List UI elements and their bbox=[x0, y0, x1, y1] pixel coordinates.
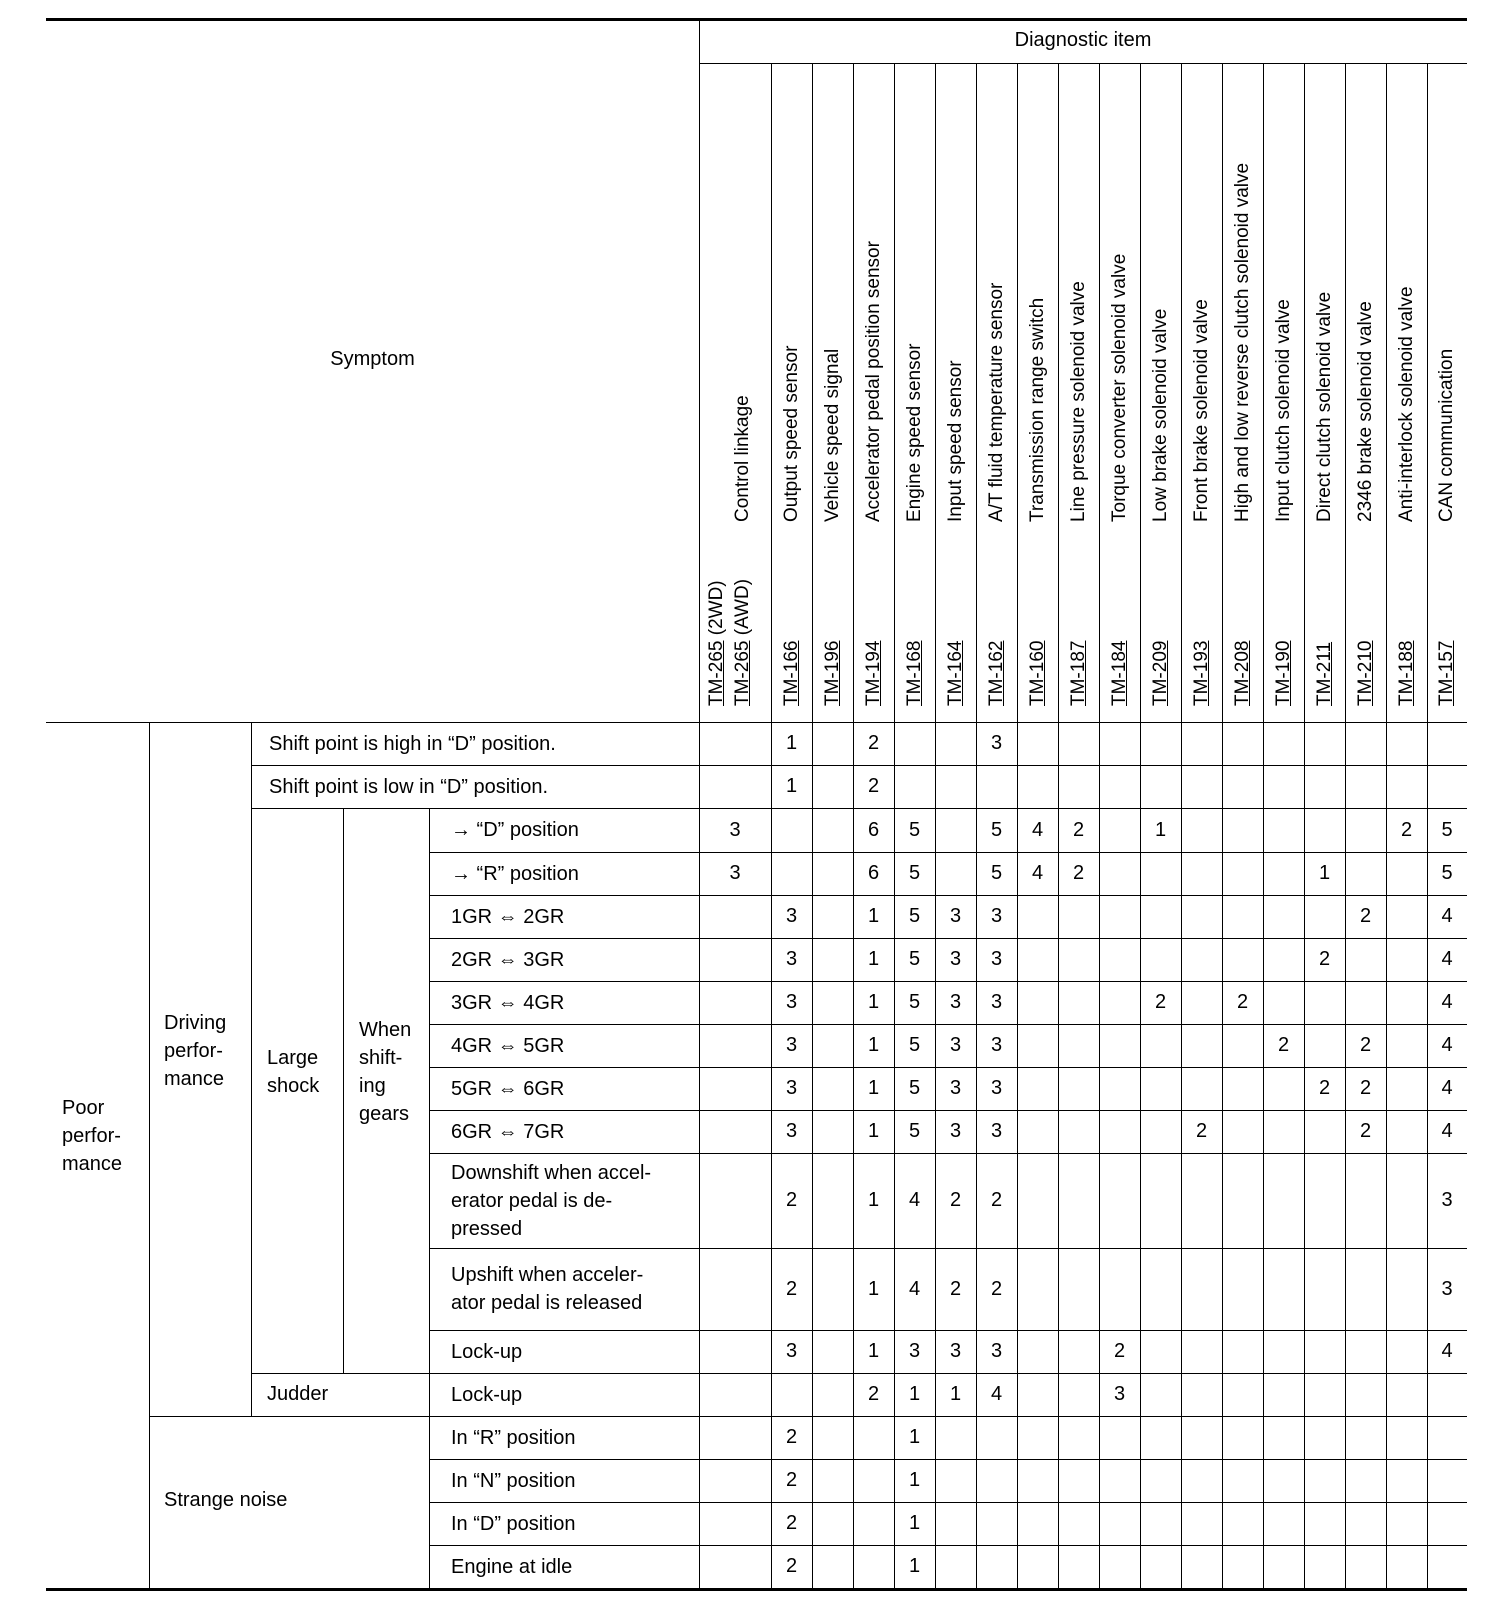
symptom-column-divider bbox=[699, 20, 700, 1588]
priority-value: 3 bbox=[949, 905, 962, 927]
priority-value: 4 bbox=[1441, 905, 1453, 927]
column-header-label: Input speed sensor bbox=[944, 360, 966, 522]
column-divider bbox=[1345, 63, 1346, 1588]
reference-code[interactable]: TM-208 bbox=[1231, 640, 1253, 706]
symptom-row-label: → “D” position bbox=[451, 819, 579, 841]
priority-value: 2 bbox=[867, 1383, 880, 1405]
group-divider bbox=[429, 808, 430, 1588]
priority-value: 1 bbox=[867, 1277, 880, 1300]
column-header-label: Anti-interlock solenoid valve bbox=[1395, 286, 1417, 522]
priority-value: 2 bbox=[949, 1277, 962, 1300]
priority-value: 3 bbox=[990, 1120, 1003, 1142]
priority-value: 3 bbox=[990, 732, 1003, 754]
symptom-header: Symptom bbox=[330, 348, 415, 370]
column-divider bbox=[1304, 63, 1305, 1588]
column-header-label: A/T fluid temperature sensor bbox=[985, 282, 1007, 522]
poor-performance-label: Poor perfor- mance bbox=[62, 1097, 123, 1175]
reference-suffix: (2WD) bbox=[706, 580, 727, 641]
priority-value: 3 bbox=[990, 948, 1003, 970]
reference-code[interactable]: TM-210 bbox=[1354, 640, 1376, 706]
reference-code[interactable]: TM-162 bbox=[985, 640, 1007, 706]
column-header-reference-link[interactable] bbox=[1192, 641, 1212, 706]
symptom-row-label: In “R” position bbox=[451, 1426, 576, 1449]
column-header-label: Low brake solenoid valve bbox=[1149, 308, 1171, 522]
priority-value: 3 bbox=[908, 1340, 921, 1362]
symptom-row-label: 4GR ⇔ 5GR bbox=[451, 1034, 565, 1057]
column-header-reference-link[interactable] bbox=[905, 641, 925, 706]
symptom-row-label: Engine at idle bbox=[451, 1555, 573, 1578]
priority-value: 2 bbox=[1318, 948, 1331, 970]
priority-value: 2 bbox=[867, 775, 880, 797]
priority-value: 1 bbox=[1154, 818, 1167, 841]
reference-code[interactable]: TM-265 bbox=[706, 640, 727, 706]
priority-value: 4 bbox=[1031, 862, 1044, 884]
symptom-row-label: 2GR ⇔ 3GR bbox=[451, 948, 565, 971]
column-header-label: Vehicle speed signal bbox=[821, 348, 843, 522]
column-header-label: Line pressure solenoid valve bbox=[1067, 281, 1089, 522]
column-header-reference-link[interactable] bbox=[1028, 641, 1048, 706]
priority-value: 4 bbox=[1441, 948, 1453, 970]
column-header-reference-link[interactable] bbox=[1274, 641, 1294, 706]
priority-value: 2 bbox=[785, 1555, 798, 1577]
table-top-border bbox=[46, 18, 1467, 21]
priority-value: 1 bbox=[785, 775, 798, 797]
priority-value: 2 bbox=[1318, 1077, 1331, 1099]
priority-value: 5 bbox=[908, 818, 921, 841]
priority-value: 2 bbox=[990, 1189, 1003, 1211]
priority-value: 2 bbox=[1154, 991, 1167, 1013]
reference-code[interactable]: TM-164 bbox=[944, 640, 966, 706]
priority-value: 2 bbox=[785, 1512, 798, 1534]
large-shock-label: Large shock bbox=[267, 1047, 320, 1097]
column-header-label: High and low reverse clutch solenoid valve bbox=[1231, 162, 1253, 522]
priority-value: 1 bbox=[867, 1034, 880, 1056]
priority-value: 1 bbox=[908, 1555, 921, 1577]
column-header-reference-link[interactable] bbox=[1356, 641, 1376, 706]
priority-value: 2 bbox=[1359, 905, 1372, 927]
priority-value: 2 bbox=[1359, 1120, 1372, 1142]
priority-value: 4 bbox=[1441, 1077, 1453, 1099]
priority-value: 5 bbox=[908, 1120, 921, 1142]
priority-value: 1 bbox=[867, 1077, 880, 1099]
driving-performance-label: Driving perfor- mance bbox=[164, 1012, 227, 1090]
priority-value: 1 bbox=[908, 1383, 921, 1405]
when-shifting-gears-label: When shift- ing gears bbox=[359, 1019, 412, 1125]
priority-value: 2 bbox=[867, 732, 880, 754]
priority-value: 2 bbox=[1113, 1340, 1126, 1362]
table-bottom-border bbox=[46, 1588, 1467, 1591]
priority-value: 3 bbox=[949, 1340, 962, 1362]
priority-value: 4 bbox=[908, 1277, 921, 1300]
priority-value: 3 bbox=[729, 862, 741, 884]
priority-value: 1 bbox=[785, 732, 798, 754]
symptom-row-label: → “R” position bbox=[451, 862, 579, 885]
priority-value: 2 bbox=[785, 1469, 798, 1491]
priority-value: 4 bbox=[990, 1383, 1003, 1405]
priority-value: 5 bbox=[1441, 818, 1453, 841]
reference-code[interactable]: TM-184 bbox=[1108, 640, 1130, 706]
reference-code[interactable]: TM-190 bbox=[1272, 640, 1294, 706]
strange-noise-label: Strange noise bbox=[164, 1489, 288, 1511]
priority-value: 2 bbox=[1195, 1120, 1208, 1142]
column-header-reference-link[interactable] bbox=[864, 641, 884, 706]
priority-value: 3 bbox=[990, 1077, 1003, 1099]
priority-value: 4 bbox=[1441, 991, 1453, 1013]
priority-value: 3 bbox=[785, 1077, 798, 1099]
symptom-row-label: 3GR ⇔ 4GR bbox=[451, 991, 565, 1014]
priority-value: 3 bbox=[785, 1340, 798, 1362]
reference-code[interactable]: TM-209 bbox=[1149, 640, 1171, 706]
reference-code[interactable]: TM-168 bbox=[903, 640, 925, 706]
row-divider bbox=[429, 1502, 1467, 1503]
column-header-label: Engine speed sensor bbox=[903, 343, 925, 522]
symptom-row-label: Shift point is high in “D” position. bbox=[269, 732, 556, 755]
priority-value: 3 bbox=[949, 1034, 962, 1056]
priority-value: 3 bbox=[949, 1120, 962, 1142]
column-header-reference-link[interactable] bbox=[782, 641, 802, 706]
column-header-reference-link[interactable] bbox=[707, 580, 727, 706]
header-bottom-border bbox=[46, 722, 1467, 723]
column-header-reference-link[interactable] bbox=[1110, 641, 1130, 706]
column-header-label: Front brake solenoid valve bbox=[1190, 299, 1212, 522]
reference-code[interactable]: TM-166 bbox=[780, 640, 802, 706]
priority-value: 4 bbox=[1031, 818, 1044, 841]
priority-value: 3 bbox=[949, 948, 962, 970]
priority-value: 3 bbox=[785, 991, 798, 1013]
priority-value: 2 bbox=[785, 1426, 798, 1448]
priority-value: 2 bbox=[785, 1277, 798, 1300]
priority-value: 3 bbox=[949, 991, 962, 1013]
diagnostic-item-underline bbox=[699, 63, 1467, 64]
priority-value: 1 bbox=[908, 1512, 921, 1534]
symptom-row-label: 1GR ⇔ 2GR bbox=[451, 905, 565, 928]
priority-value: 1 bbox=[867, 1120, 880, 1142]
priority-value: 5 bbox=[908, 1077, 921, 1099]
reference-code[interactable]: TM-160 bbox=[1026, 640, 1048, 706]
priority-value: 2 bbox=[785, 1189, 798, 1211]
column-divider bbox=[812, 63, 813, 1588]
priority-value: 2 bbox=[1072, 862, 1085, 884]
column-header-label: Transmission range switch bbox=[1026, 297, 1048, 522]
symptom-row-label: Downshift when accel- erator pedal is de- pressed bbox=[451, 1161, 652, 1240]
column-divider bbox=[1222, 63, 1223, 1588]
priority-value: 2 bbox=[1072, 818, 1085, 841]
column-header-reference-link[interactable] bbox=[1315, 642, 1335, 706]
symptom-row-label: In “D” position bbox=[451, 1512, 576, 1535]
symptom-row-label: Lock-up bbox=[451, 1383, 523, 1406]
reference-code[interactable]: TM-188 bbox=[1395, 640, 1417, 706]
priority-value: 3 bbox=[785, 905, 798, 927]
priority-value: 1 bbox=[1318, 862, 1331, 884]
priority-value: 3 bbox=[990, 1034, 1003, 1056]
symptom-row-label: 5GR ⇔ 6GR bbox=[451, 1077, 565, 1100]
column-header-reference-link[interactable] bbox=[1397, 641, 1417, 706]
priority-value: 3 bbox=[1113, 1383, 1126, 1405]
reference-code[interactable]: TM-194 bbox=[862, 640, 884, 706]
priority-value: 3 bbox=[785, 948, 798, 970]
column-header-reference-link[interactable] bbox=[1233, 641, 1253, 706]
reference-code[interactable]: TM-196 bbox=[821, 640, 843, 706]
priority-value: 1 bbox=[867, 905, 880, 927]
priority-value: 1 bbox=[867, 1189, 880, 1211]
priority-value: 4 bbox=[1441, 1340, 1453, 1362]
column-header-reference-link[interactable] bbox=[823, 641, 843, 706]
priority-value: 3 bbox=[949, 1077, 962, 1099]
priority-value: 2 bbox=[1236, 991, 1249, 1013]
column-header-label: Input clutch solenoid valve bbox=[1272, 299, 1294, 522]
priority-value: 3 bbox=[785, 1034, 798, 1056]
symptom-row-label: Upshift when acceler- ator pedal is released bbox=[451, 1264, 644, 1314]
priority-value: 3 bbox=[1441, 1277, 1453, 1300]
column-header-reference-link[interactable] bbox=[987, 641, 1007, 706]
column-header-reference-link[interactable] bbox=[1151, 641, 1171, 706]
priority-value: 4 bbox=[1441, 1034, 1453, 1056]
column-header-reference-link[interactable] bbox=[733, 579, 753, 706]
priority-value: 3 bbox=[990, 991, 1003, 1013]
priority-value: 1 bbox=[867, 948, 880, 970]
priority-value: 5 bbox=[908, 862, 921, 884]
column-header-reference-link[interactable] bbox=[1069, 641, 1089, 706]
column-divider bbox=[1181, 63, 1182, 1588]
symptom-row-label: Lock-up bbox=[451, 1340, 523, 1363]
priority-value: 2 bbox=[1277, 1034, 1290, 1056]
group-divider bbox=[149, 722, 150, 1588]
priority-value: 5 bbox=[1441, 862, 1453, 884]
judder-label: Judder bbox=[267, 1383, 329, 1405]
priority-value: 1 bbox=[867, 991, 880, 1013]
priority-value: 2 bbox=[1359, 1034, 1372, 1056]
column-header-label: CAN communication bbox=[1436, 348, 1457, 522]
priority-value: 2 bbox=[949, 1189, 962, 1211]
priority-value: 1 bbox=[908, 1426, 921, 1448]
reference-code[interactable]: TM-187 bbox=[1067, 640, 1089, 706]
priority-value: 5 bbox=[990, 818, 1003, 841]
priority-value: 6 bbox=[867, 862, 880, 884]
column-header-label: Control linkage bbox=[732, 395, 753, 522]
reference-code[interactable]: TM-193 bbox=[1190, 640, 1212, 706]
row-divider bbox=[429, 1545, 1467, 1546]
reference-suffix: (AWD) bbox=[732, 578, 753, 641]
priority-value: 2 bbox=[990, 1277, 1003, 1300]
priority-value: 1 bbox=[949, 1383, 962, 1405]
priority-value: 2 bbox=[1359, 1077, 1372, 1099]
column-header-reference-link[interactable] bbox=[1437, 641, 1457, 706]
diagnostic-item-header: Diagnostic item bbox=[1014, 29, 1152, 51]
reference-code[interactable]: TM-265 bbox=[732, 640, 753, 706]
priority-value: 2 bbox=[1400, 818, 1413, 841]
column-header-reference-link[interactable] bbox=[946, 641, 966, 706]
symptom-row-label: 6GR ⇔ 7GR bbox=[451, 1120, 565, 1143]
column-header-label: Torque converter solenoid valve bbox=[1108, 253, 1130, 522]
column-header-label: 2346 brake solenoid valve bbox=[1354, 301, 1376, 522]
priority-value: 5 bbox=[908, 948, 921, 970]
priority-value: 1 bbox=[908, 1469, 921, 1491]
symptom-row-label: In “N” position bbox=[451, 1469, 576, 1492]
group-divider bbox=[343, 808, 344, 1373]
priority-value: 3 bbox=[990, 1340, 1003, 1362]
priority-value: 3 bbox=[990, 905, 1003, 927]
priority-value: 3 bbox=[1441, 1189, 1453, 1211]
column-header-label: Output speed sensor bbox=[780, 345, 802, 522]
priority-value: 3 bbox=[785, 1120, 798, 1142]
priority-value: 4 bbox=[1441, 1120, 1453, 1142]
priority-value: 5 bbox=[908, 991, 921, 1013]
symptom-row-label: Shift point is low in “D” position. bbox=[269, 775, 549, 798]
priority-value: 5 bbox=[908, 905, 921, 927]
priority-value: 6 bbox=[867, 818, 880, 841]
priority-value: 5 bbox=[908, 1034, 921, 1056]
priority-value: 1 bbox=[867, 1340, 880, 1362]
column-divider bbox=[1263, 63, 1264, 1588]
reference-code[interactable]: TM-157 bbox=[1436, 640, 1457, 706]
column-header-label: Direct clutch solenoid valve bbox=[1313, 291, 1335, 522]
group-divider bbox=[251, 722, 252, 1416]
reference-code[interactable]: TM-211 bbox=[1313, 641, 1335, 706]
row-divider bbox=[429, 1459, 1467, 1460]
priority-value: 5 bbox=[990, 862, 1003, 884]
priority-value: 3 bbox=[729, 818, 741, 841]
priority-value: 4 bbox=[908, 1189, 921, 1211]
column-header-label: Accelerator pedal position sensor bbox=[862, 241, 884, 522]
